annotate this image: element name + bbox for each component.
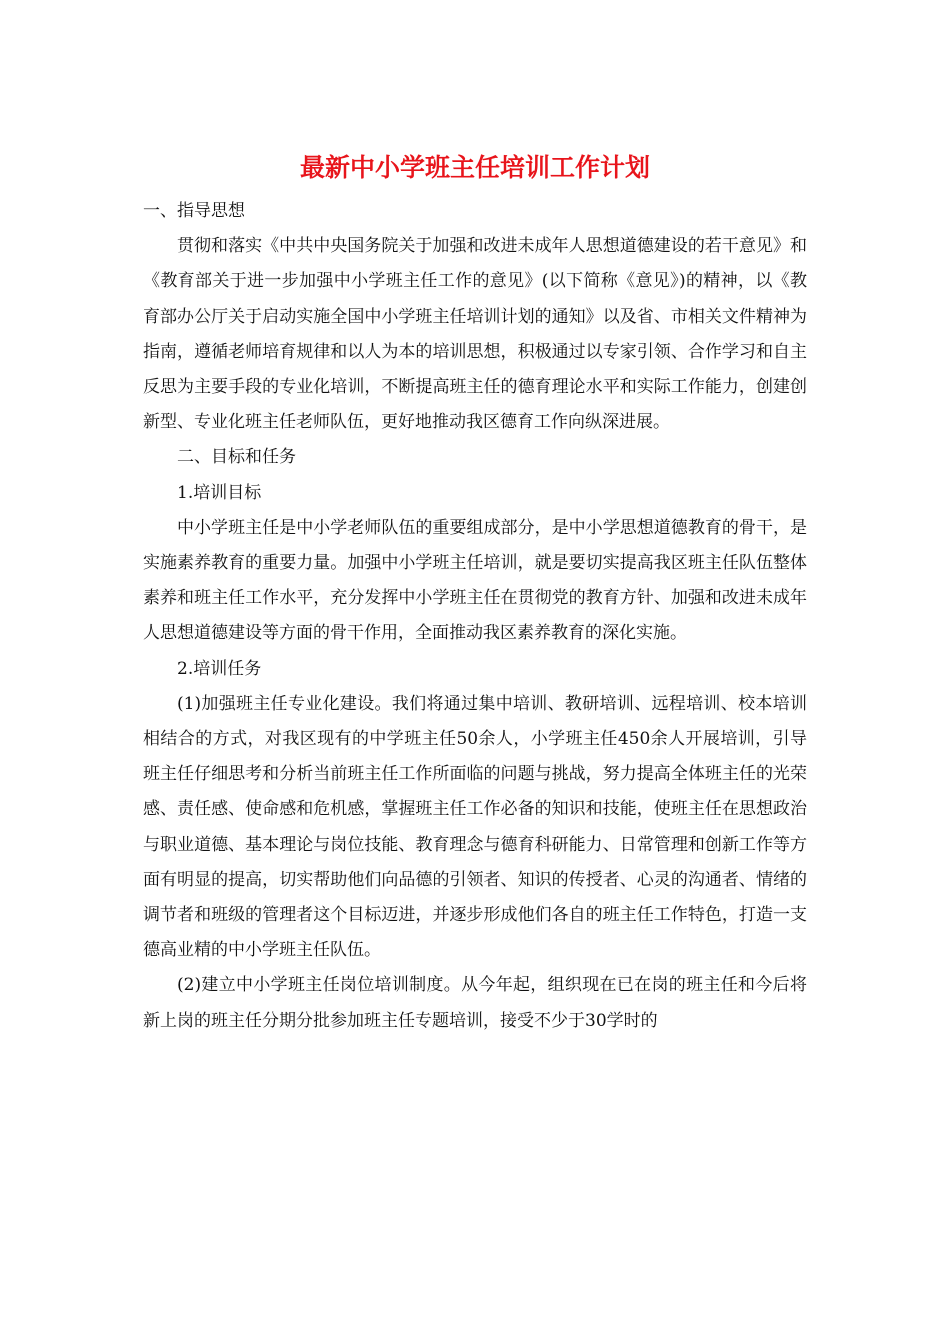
paragraph-training-goal: 中小学班主任是中小学老师队伍的重要组成部分，是中小学思想道德教育的骨干，是实施素养教育的重要力量。加强中小学班主任培训，就是要切实提高我区班主任队伍整体素养和班主任工作水平，充分发挥中小学班主任在贯彻党的教育方针、加强和改进未成年人思想道德建设等方面的骨干作用，全面推动我区素养教育的深化实施。 bbox=[143, 517, 807, 644]
document-body bbox=[143, 194, 807, 1039]
paragraph-guiding-ideology: 贯彻和落实《中共中央国务院关于加强和改进未成年人思想道德建设的若干意见》和《教育部关于进一步加强中小学班主任工作的意见》(以下简称《意见》)的精神，以《教育部办公厅关于启动实施全国中小学班主任培训计划的通知》以及省、市相关文件精神为指南，遵循老师培育规律和以人为本的培训思想，积极通过以专家引领、合作学习和自主反思为主要手段的专业化培训，不断提高班主任的德育理论水平和实际工作能力，创建创新型、专业化班主任老师队伍，更好地推动我区德育工作向纵深进展。 bbox=[143, 236, 807, 433]
paragraph-task-1: (1)加强班主任专业化建设。我们将通过集中培训、教研培训、远程培训、校本培训相结合的方式，对我区现有的中学班主任50余人，小学班主任450余人开展培训，引导班主任仔细思考和分析当前班主任工作所面临的问题与挑战，努力提高全体班主任的光荣感、责任感、使命感和危机感，掌握班主任工作必备的知识和技能，使班主任在思想政治与职业道德、基本理论与岗位技能、教育理念与德育科研能力、日常管理和创新工作等方面有明显的提高，切实帮助他们向品德的引领者、知识的传授者、心灵的沟通者、情绪的调节者和班级的管理者这个目标迈进，并逐步形成他们各自的班主任工作特色，打造一支德高业精的中小学班主任队伍。 bbox=[143, 693, 807, 961]
section-heading-guiding-ideology: 一、指导思想 bbox=[143, 201, 245, 221]
subheading-training-tasks: 2.培训任务 bbox=[177, 658, 262, 679]
subheading-training-goal: 1.培训目标 bbox=[177, 482, 262, 503]
paragraph-task-2: (2)建立中小学班主任岗位培训制度。从今年起，组织现在已在岗的班主任和今后将新上岗的班主任分期分批参加班主任专题培训，接受不少于30学时的 bbox=[143, 975, 807, 1031]
section-heading-goals-and-tasks: 二、目标和任务 bbox=[177, 447, 296, 468]
document-title: 最新中小学班主任培训工作计划 bbox=[299, 153, 650, 182]
